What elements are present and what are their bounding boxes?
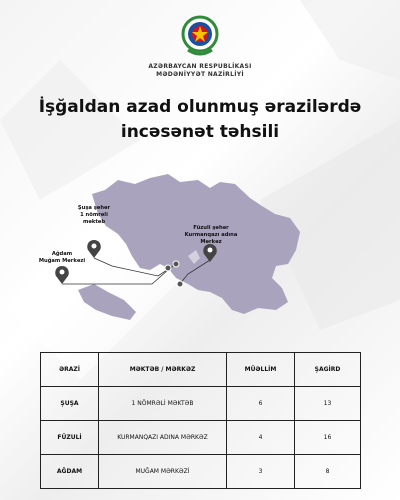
page-title-line2: incəsənət təhsili: [120, 122, 280, 142]
ministry-name-line1: AZƏRBAYCAN RESPUBLİKASI: [148, 63, 252, 70]
cell-school: MUĞAM MƏRKƏZİ: [99, 455, 227, 489]
shusha-label-line1: Şuşa şəhər: [77, 205, 111, 211]
state-emblem-icon: [180, 14, 220, 60]
cell-region: ŞUŞA: [41, 387, 99, 421]
cell-region: AĞDAM: [41, 455, 99, 489]
aghdam-pin-icon: [55, 266, 69, 284]
nakhchivan-shape: [78, 284, 136, 320]
header-school: MƏKTƏB / MƏRKƏZ: [99, 353, 227, 387]
fuzuli-label-line2: Kurmanqazı adına: [184, 232, 238, 238]
fuzuli-point-icon: [177, 281, 183, 287]
cell-school: KURMANQAZI ADINA MƏRKƏZ: [99, 421, 227, 455]
cell-teachers: 6: [227, 387, 295, 421]
aghdam-label: [34, 251, 90, 265]
cell-teachers: 4: [227, 421, 295, 455]
aghdam-point-icon: [165, 265, 171, 271]
cell-region: FÜZULİ: [41, 421, 99, 455]
cell-students: 13: [295, 387, 361, 421]
fuzuli-label-line3: Mərkəz: [200, 239, 222, 245]
schools-table: [40, 352, 361, 489]
table-header-row: [41, 353, 361, 387]
header-teachers: MÜƏLLİM: [227, 353, 295, 387]
table-row: [41, 387, 361, 421]
shusha-point-icon: [173, 261, 179, 267]
aghdam-connector: [62, 270, 168, 284]
header-students: ŞAGİRD: [295, 353, 361, 387]
cell-students: 16: [295, 421, 361, 455]
ministry-name-line2: MƏDƏNİYYƏT NAZİRLİYİ: [156, 71, 244, 78]
table-row: [41, 455, 361, 489]
cell-students: 8: [295, 455, 361, 489]
shusha-label: [72, 205, 116, 226]
cell-school: 1 NÖMRƏLİ MƏKTƏB: [99, 387, 227, 421]
shusha-label-line2: 1 nömrəli: [80, 212, 108, 218]
cell-teachers: 3: [227, 455, 295, 489]
fuzuli-label-line1: Füzuli şəhər: [193, 225, 229, 231]
header-region: ƏRAZİ: [41, 353, 99, 387]
page-title-line1: İşğaldan azad olunmuş ərazilərdə: [38, 97, 362, 117]
aghdam-label-line1: Ağdam: [51, 251, 73, 257]
fuzuli-label: [182, 225, 240, 246]
aghdam-label-line2: Muğam Mərkəzi: [38, 258, 86, 264]
shusha-label-line3: məktəb: [82, 219, 106, 225]
table-row: [41, 421, 361, 455]
